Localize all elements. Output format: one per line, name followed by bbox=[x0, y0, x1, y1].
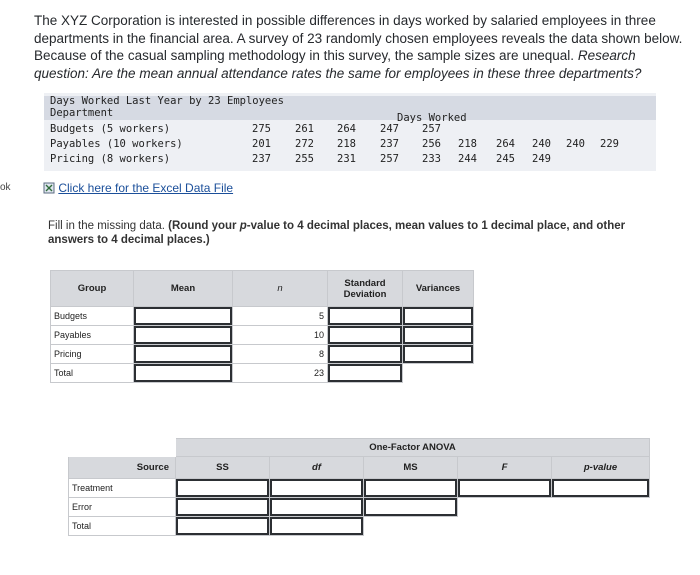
pricing-value: 233 bbox=[422, 153, 441, 165]
source-label: Total bbox=[69, 517, 176, 536]
excel-file-icon bbox=[43, 182, 55, 194]
table-row bbox=[51, 326, 474, 345]
table-row bbox=[51, 307, 474, 326]
row-label-payables: Payables (10 workers) bbox=[50, 138, 183, 150]
header-std-dev: Standard Deviation bbox=[328, 271, 403, 307]
ss-input-total[interactable] bbox=[176, 517, 270, 536]
f-input-treatment[interactable] bbox=[458, 479, 552, 498]
empty-cell bbox=[458, 498, 552, 517]
source-label: Treatment bbox=[69, 479, 176, 498]
payables-value: 264 bbox=[496, 138, 515, 150]
edge-mark: ok bbox=[0, 182, 11, 193]
mean-input-payables[interactable] bbox=[134, 326, 233, 345]
data-block-title: Days Worked Last Year by 23 Employees bbox=[50, 95, 284, 107]
n-value: 23 bbox=[233, 364, 328, 383]
header-variances: Variances bbox=[403, 271, 474, 307]
instructions-round-a: (Round your bbox=[168, 220, 240, 232]
n-value: 10 bbox=[233, 326, 328, 345]
ms-input-error[interactable] bbox=[364, 498, 458, 517]
payables-value: 240 bbox=[532, 138, 551, 150]
budgets-value: 247 bbox=[380, 123, 399, 135]
budgets-value: 275 bbox=[252, 123, 271, 135]
group-stats-table bbox=[50, 270, 474, 383]
ms-input-treatment[interactable] bbox=[364, 479, 458, 498]
empty-cell bbox=[458, 517, 552, 536]
payables-value: 272 bbox=[295, 138, 314, 150]
empty-cell bbox=[69, 439, 176, 457]
payables-value: 237 bbox=[380, 138, 399, 150]
instructions-p: p bbox=[239, 220, 247, 232]
group-label: Pricing bbox=[51, 345, 134, 364]
sd-input-total[interactable] bbox=[328, 364, 403, 383]
table-row bbox=[69, 517, 650, 536]
table-row bbox=[69, 498, 650, 517]
payables-value: 201 bbox=[252, 138, 271, 150]
group-label: Total bbox=[51, 364, 134, 383]
instructions bbox=[48, 219, 648, 247]
header-pvalue: p-value bbox=[552, 457, 650, 479]
header-df: df bbox=[270, 457, 364, 479]
pricing-value: 257 bbox=[380, 153, 399, 165]
header-ms: MS bbox=[364, 457, 458, 479]
row-label-budgets: Budgets (5 workers) bbox=[50, 123, 171, 135]
budgets-value: 261 bbox=[295, 123, 314, 135]
ss-input-error[interactable] bbox=[176, 498, 270, 517]
table-row bbox=[69, 479, 650, 498]
pricing-value: 237 bbox=[252, 153, 271, 165]
payables-value: 218 bbox=[458, 138, 477, 150]
mean-input-total[interactable] bbox=[134, 364, 233, 383]
group-label: Payables bbox=[51, 326, 134, 345]
department-header: Department bbox=[50, 107, 114, 119]
pricing-value: 255 bbox=[295, 153, 314, 165]
n-value: 5 bbox=[233, 307, 328, 326]
excel-link-row[interactable] bbox=[43, 181, 233, 195]
budgets-value: 257 bbox=[422, 123, 441, 135]
row-label-pricing: Pricing (8 workers) bbox=[50, 153, 171, 165]
table-row bbox=[51, 345, 474, 364]
days-worked-header: Days Worked bbox=[397, 112, 467, 124]
sd-input-pricing[interactable] bbox=[328, 345, 403, 364]
pricing-value: 231 bbox=[337, 153, 356, 165]
data-block bbox=[44, 93, 656, 171]
anova-table bbox=[68, 438, 650, 536]
empty-cell bbox=[403, 364, 474, 383]
pricing-value: 249 bbox=[532, 153, 551, 165]
empty-cell bbox=[552, 498, 650, 517]
table-row bbox=[51, 364, 474, 383]
header-mean: Mean bbox=[134, 271, 233, 307]
variance-input-pricing[interactable] bbox=[403, 345, 474, 364]
pricing-value: 244 bbox=[458, 153, 477, 165]
sd-input-payables[interactable] bbox=[328, 326, 403, 345]
pvalue-input-treatment[interactable] bbox=[552, 479, 650, 498]
df-input-total[interactable] bbox=[270, 517, 364, 536]
payables-value: 256 bbox=[422, 138, 441, 150]
header-source: Source bbox=[69, 457, 176, 479]
payables-value: 218 bbox=[337, 138, 356, 150]
df-input-error[interactable] bbox=[270, 498, 364, 517]
n-value: 8 bbox=[233, 345, 328, 364]
header-ss: SS bbox=[176, 457, 270, 479]
anova-title: One-Factor ANOVA bbox=[176, 439, 650, 457]
empty-cell bbox=[552, 517, 650, 536]
header-group: Group bbox=[51, 271, 134, 307]
research-question: Research question: Are the mean annual attendance rates the same for employees in these three departments? bbox=[34, 48, 642, 81]
sd-input-budgets[interactable] bbox=[328, 307, 403, 326]
empty-cell bbox=[364, 517, 458, 536]
header-n: n bbox=[233, 271, 328, 307]
excel-data-file-link[interactable]: Click here for the Excel Data File bbox=[58, 181, 234, 195]
df-input-treatment[interactable] bbox=[270, 479, 364, 498]
instructions-lead: Fill in the missing data. bbox=[48, 220, 165, 232]
question-text bbox=[34, 12, 694, 82]
group-label: Budgets bbox=[51, 307, 134, 326]
variance-input-payables[interactable] bbox=[403, 326, 474, 345]
mean-input-budgets[interactable] bbox=[134, 307, 233, 326]
pricing-value: 245 bbox=[496, 153, 515, 165]
ss-input-treatment[interactable] bbox=[176, 479, 270, 498]
header-f: F bbox=[458, 457, 552, 479]
question-body: The XYZ Corporation is interested in possible differences in days worked by salaried employees in three departments in the financial area. A survey of 23 randomly chosen employees reveals the data shown below. Because of the casual sampling methodology in this survey, the sample sizes are unequal. bbox=[34, 13, 683, 63]
payables-value: 240 bbox=[566, 138, 585, 150]
payables-value: 229 bbox=[600, 138, 619, 150]
mean-input-pricing[interactable] bbox=[134, 345, 233, 364]
budgets-value: 264 bbox=[337, 123, 356, 135]
source-label: Error bbox=[69, 498, 176, 517]
variance-input-budgets[interactable] bbox=[403, 307, 474, 326]
instructions-round-b: -value to 4 decimal places, mean values to 1 decimal place, and other answers to 4 decimal places.) bbox=[48, 220, 626, 246]
